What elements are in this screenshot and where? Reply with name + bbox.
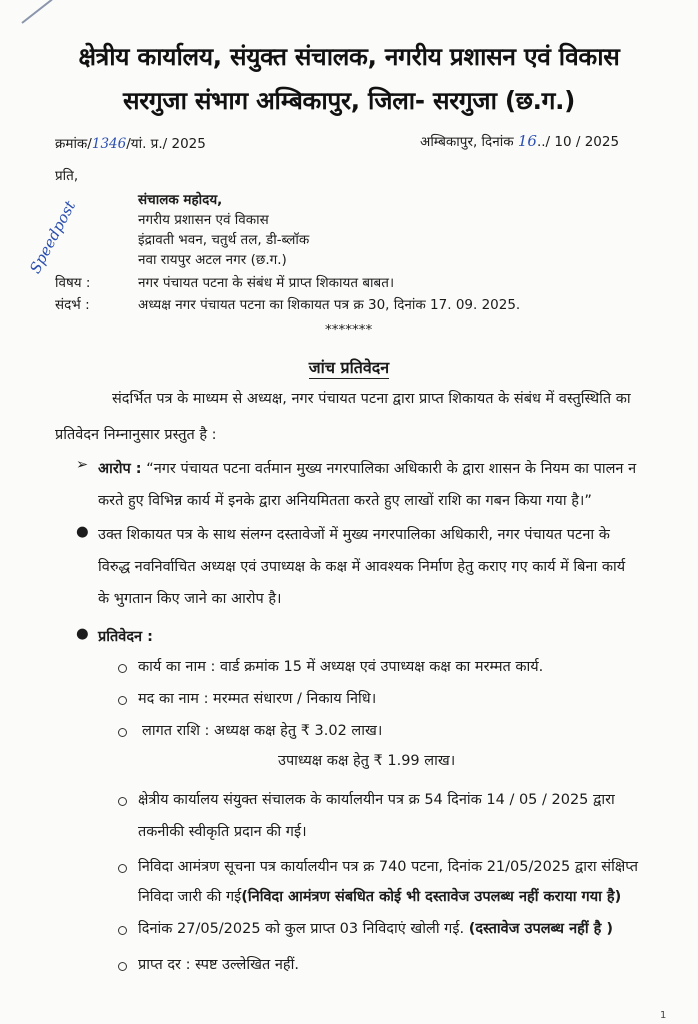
page-mark: 1 bbox=[660, 1010, 667, 1021]
bullet-dot-icon: ● bbox=[76, 626, 89, 642]
office-heading-line1: क्षेत्रीय कार्यालय, संयुक्त संचालक, नगरीय प्रशासन एवं विकास bbox=[78, 42, 620, 71]
item-bids-opened: दिनांक 27/05/2025 को कुल प्राप्त 03 निविदाएं खोली गई. (दस्तावेज उपलब्ध नहीं है ) bbox=[138, 921, 614, 937]
pen-mark bbox=[21, 0, 52, 24]
allegation-line2: करते हुए विभिन्न कार्य में इनके द्वारा अनियमितता करते हुए लाखों राशि का गबन किया गया है।” bbox=[98, 493, 592, 509]
item-sanction-line1: क्षेत्रीय कार्यालय संयुक्त संचालक के कार्यालयीन पत्र क्र 54 दिनांक 14 / 05 / 2025 द्वारा bbox=[138, 792, 615, 808]
intro-line2: प्रतिवेदन निम्नानुसार प्रस्तुत है : bbox=[55, 427, 217, 443]
circle-bullet-icon bbox=[118, 664, 127, 673]
circle-bullet-icon bbox=[118, 696, 127, 705]
separator-stars: ******* bbox=[325, 322, 373, 338]
circle-bullet-icon bbox=[118, 864, 127, 873]
item-tender-line1: निविदा आमंत्रण सूचना पत्र कार्यालयीन पत्र क्र 740 पटना, दिनांक 21/05/2025 द्वारा संक्षिप्त bbox=[138, 859, 638, 875]
handwritten-number: 1346 bbox=[91, 136, 127, 152]
reference-label: संदर्भ : bbox=[55, 297, 90, 313]
bullet1-line2: विरुद्ध नवनिर्वाचित अध्यक्ष एवं उपाध्यक्ष के कक्ष में आवश्यक निर्माण हेतु कराए गए कार्य में बिना कार्य bbox=[98, 559, 626, 575]
reference-text: अध्यक्ष नगर पंचायत पटना का शिकायत पत्र क्र 30, दिनांक 17. 09. 2025. bbox=[138, 297, 521, 313]
allegation-line1: आरोप : “नगर पंचायत पटना वर्तमान मुख्य नगरपालिका अधिकारी के द्वारा शासन के नियम का पालन न bbox=[98, 461, 637, 477]
addressee-line2: नगरीय प्रशासन एवं विकास bbox=[138, 212, 269, 228]
report-title: जांच प्रतिवेदन bbox=[308, 358, 390, 377]
circle-bullet-icon bbox=[118, 797, 127, 806]
addressee-line4: नवा रायपुर अटल नगर (छ.ग.) bbox=[138, 252, 287, 268]
handwritten-day: 16 bbox=[517, 132, 537, 150]
arrow-bullet-icon: ➢ bbox=[76, 457, 89, 473]
item-head-name: मद का नाम : मरम्मत संधारण / निकाय निधि। bbox=[138, 691, 377, 707]
subject-label: विषय : bbox=[55, 275, 91, 291]
item-cost-president: लागत राशि : अध्यक्ष कक्ष हेतु ₹ 3.02 लाख। bbox=[142, 723, 383, 739]
findings-label: प्रतिवेदन : bbox=[98, 629, 153, 645]
circle-bullet-icon bbox=[118, 728, 127, 737]
bullet1-line3: के भुगतान किए जाने का आरोप है। bbox=[98, 591, 282, 607]
place-date: अम्बिकापुर, दिनांक 16../ 10 / 2025 bbox=[420, 132, 620, 150]
bullet-dot-icon: ● bbox=[76, 524, 89, 540]
item-tender-line2: निविदा जारी की गई(निविदा आमंत्रण संबधित कोई भी दस्तावेज उपलब्ध नहीं कराया गया है) bbox=[138, 889, 622, 905]
addressee-line1: संचालक महोदय, bbox=[138, 192, 223, 208]
item-sanction-line2: तकनीकी स्वीकृति प्रदान की गई। bbox=[138, 824, 307, 840]
item-work-name: कार्य का नाम : वार्ड क्रमांक 15 में अध्यक्ष एवं उपाध्यक्ष कक्ष का मरम्मत कार्य. bbox=[138, 659, 544, 675]
bullet1-line1: उक्त शिकायत पत्र के साथ संलग्न दस्तावेजों में मुख्य नगरपालिका अधिकारी, नगर पंचायत पटना के bbox=[98, 527, 610, 543]
reference-number: क्रमांक/1346/यां. प्र./ 2025 bbox=[55, 136, 206, 152]
item-cost-vice-president: उपाध्यक्ष कक्ष हेतु ₹ 1.99 लाख। bbox=[278, 753, 456, 769]
office-heading-line2: सरगुजा संभाग अम्बिकापुर, जिला- सरगुजा (छ.ग.) bbox=[122, 86, 576, 115]
item-rate: प्राप्त दर : स्पष्ट उल्लेखित नहीं. bbox=[138, 957, 299, 973]
intro-line1: संदर्भित पत्र के माध्यम से अध्यक्ष, नगर पंचायत पटना द्वारा प्राप्त शिकायत के संबंध में वस्तुस्थिति का bbox=[112, 391, 631, 407]
subject-text: नगर पंचायत पटना के संबंध में प्राप्त शिकायत बाबत। bbox=[138, 275, 395, 291]
handwritten-speedpost: Speedpost bbox=[26, 197, 80, 277]
to-label: प्रति, bbox=[55, 168, 79, 184]
circle-bullet-icon bbox=[118, 926, 127, 935]
circle-bullet-icon bbox=[118, 962, 127, 971]
addressee-line3: इंद्रावती भवन, चतुर्थ तल, डी-ब्लॉक bbox=[138, 232, 310, 248]
